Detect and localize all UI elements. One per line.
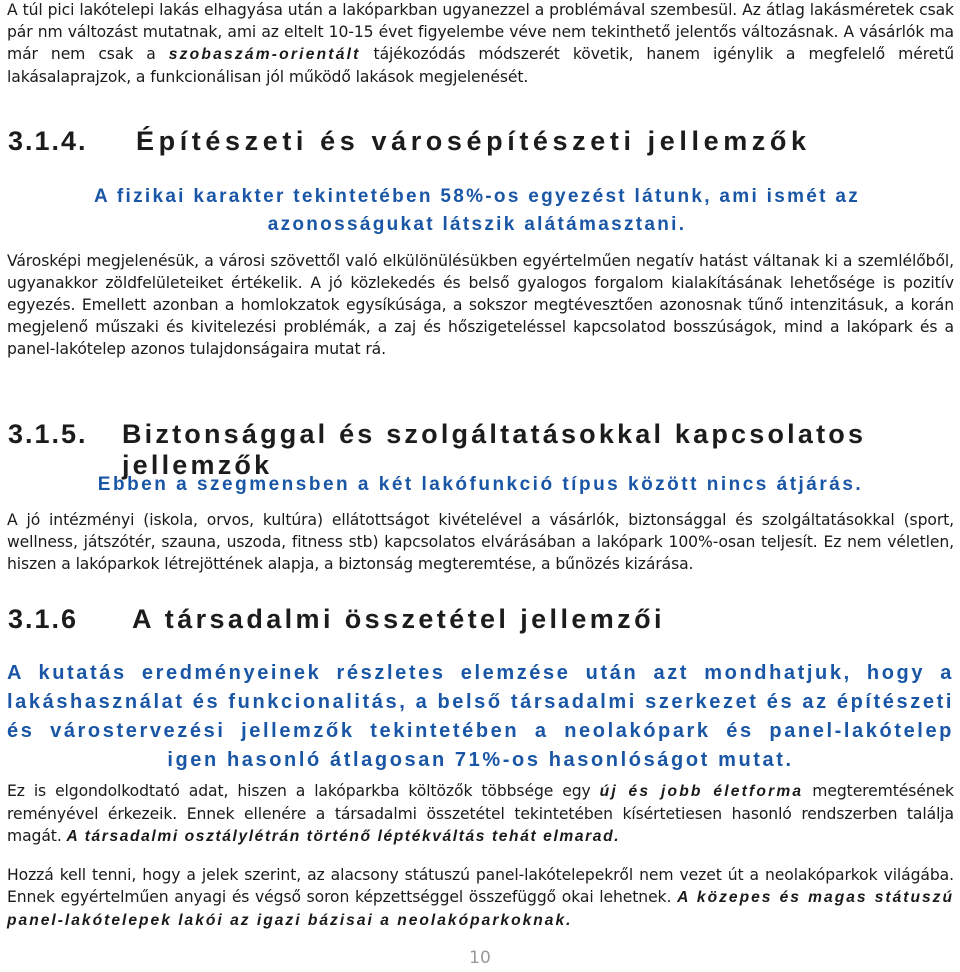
section-number: 3.1.6	[8, 604, 79, 634]
section-paragraph-316-b	[7, 864, 954, 932]
section-paragraph-316-a	[7, 780, 954, 848]
intro-emphasis: szobaszám-orientált	[168, 46, 361, 63]
intro-text-1: A túl pici lakótelepi lakás elhagyása után a lakóparkban ugyanezzel a problémával szembesül. Az átlag lakásméretek csak pár nm változást mutatnak, ami az eltelt 10-15 évet figyelembe véve nem tekinthető jelentős változásnak. A vásárlók ma már nem csak a	[7, 1, 954, 63]
section-subhead-315: Ebben a szegmensben a két lakófunkció típus között nincs átjárás.	[97, 474, 864, 495]
section-heading-314	[8, 126, 811, 157]
page-number: 10	[469, 948, 491, 968]
section-title: Építészeti és városépítészeti jellemzők	[136, 126, 811, 156]
emphasis-text: A közepes és magas státuszú panel-lakótelepek lakói az igazi bázisai a neolakóparkoknak.	[7, 889, 954, 929]
section-subhead-316: A kutatás eredményeinek részletes elemzése után azt mondhatjuk, hogy a lakáshasználat és funkcionalitás, a belső társadalmi szerkezet és az építészeti és várostervezési jellemzők tekintetében a neolakópark és panel-lakótelep igen hasonló átlagosan 71%-os hasonlóságot mutat.	[7, 662, 954, 771]
paragraph-text: Ez is elgondolkodtató adat, hiszen a lakóparkba költözők többsége egy	[7, 782, 600, 800]
section-title: A társadalmi összetétel jellemzői	[132, 604, 665, 634]
section-number: 3.1.4.	[8, 126, 88, 156]
intro-paragraph	[7, 0, 954, 88]
section-paragraph-314: Városképi megjelenésük, a városi szövettől való elkülönülésükben egyértelműen negatív hatást váltanak ki a szemlélőből, ugyanakkor zöldfelületeiket értékelik. A jó közlekedés és belső gyalogos forgalom kialakításának lehetősége is pozitív egyezés. Emellett azonban a homlokzatok egysíkúsága, a sokszor megtévesztően azonosnak tűnő intenzitásuk, a korán megjelenő műszaki és kivitelezési problémák, a zaj és hőszigeteléssel kapcsolatod bosszúságok, mind a lakópark és a panel-lakótelep azonos tulajdonságaira mutat rá.	[7, 252, 954, 358]
emphasis-text: új és jobb életforma	[599, 783, 804, 800]
emphasis-text: A társadalmi osztálylétrán történő léptékváltás tehát elmarad.	[66, 828, 621, 845]
section-number: 3.1.5.	[8, 419, 88, 449]
section-subhead-314: A fizikai karakter tekintetében 58%-os egyezést látunk, ami ismét az azonosságukat látszik alátámasztani.	[93, 186, 861, 235]
paragraph-text: megteremtésének reményével érkezeik. Ennek ellenére a társadalmi összetétel tekintetében kísértetiesen hasonló rendszerben találja magát.	[7, 782, 954, 845]
section-heading-316	[8, 604, 665, 635]
section-paragraph-315: A jó intézményi (iskola, orvos, kultúra) ellátottságot kivételével a vásárlók, biztonsággal és szolgáltatásokkal (sport, wellness, játszótér, szauna, uszoda, fitness stb) kapcsolatos elvárásában a lakópark 100%-osan teljesít. Ez nem véletlen, hiszen a lakóparkok létrejöttének alapja, a biztonság megteremtése, a bűnözés kizárása.	[7, 511, 954, 573]
paragraph-text: Hozzá kell tenni, hogy a jelek szerint, az alacsony státuszú panel-lakótelepekről nem vezet út a neolakóparkok világába. Ennek egyértelműen anyagi és végső soron képzettséggel összefüggő okai lehetnek.	[7, 866, 954, 906]
intro-text-2: tájékozódás módszerét követik, hanem igénylik a megfelelő méretű lakásalaprajzok, a funkcionálisan jól működő lakások megjelenését.	[7, 45, 955, 86]
section-title: Biztonsággal és szolgáltatásokkal kapcsolatos jellemzők	[121, 419, 867, 480]
